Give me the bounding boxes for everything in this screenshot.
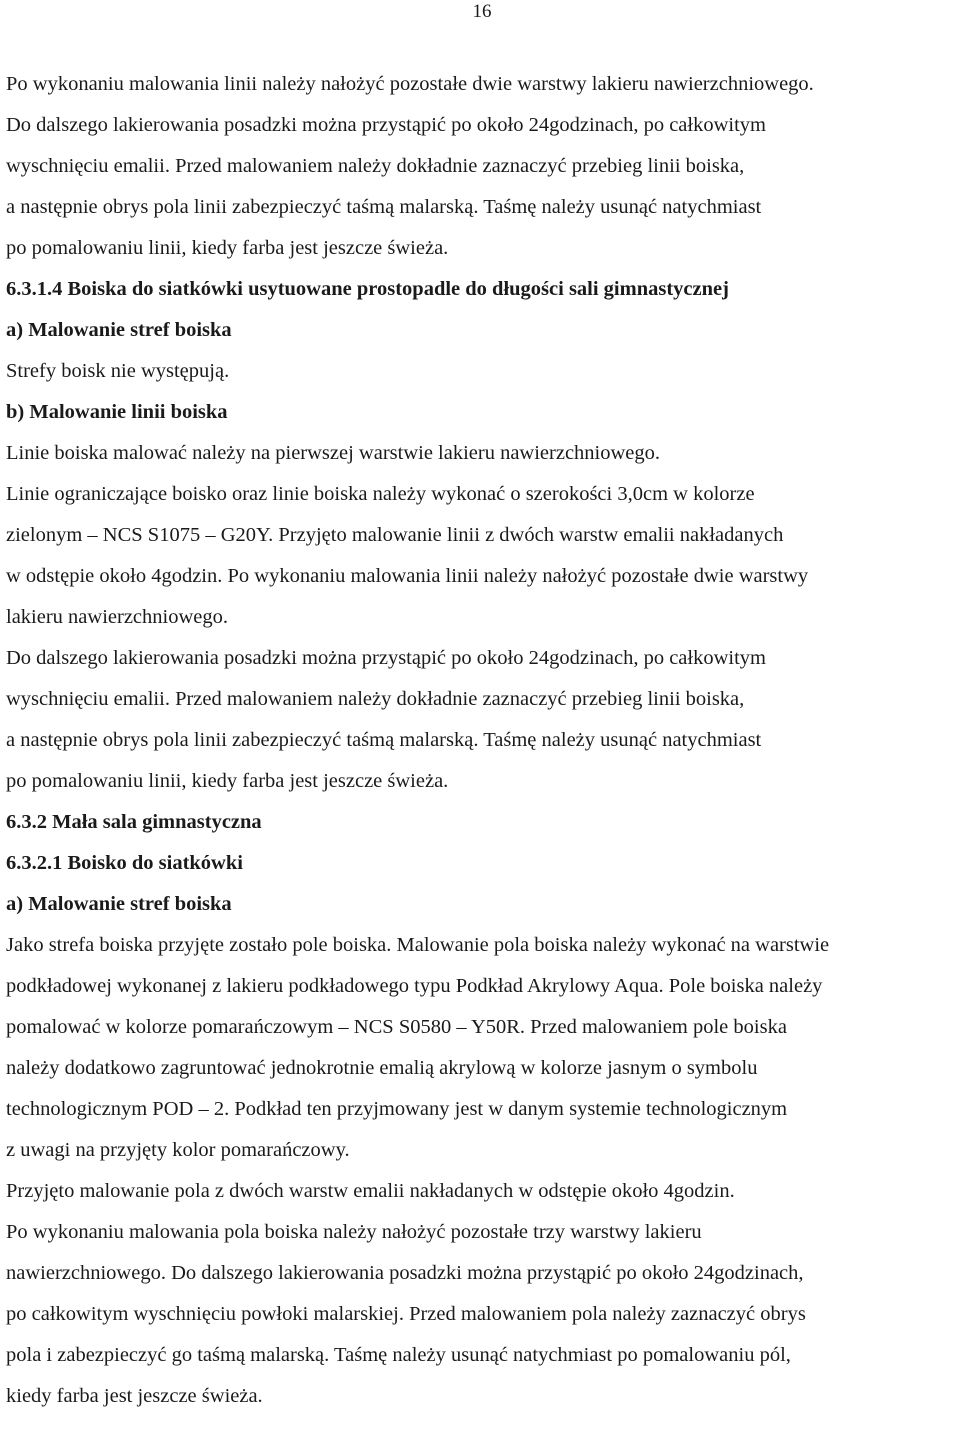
paragraph-line: Po wykonaniu malowania pola boiska należy nałożyć pozostałe trzy warstwy lakieru [6,1221,702,1243]
section-heading-6-3-1-4: 6.3.1.4 Boiska do siatkówki usytuowane prostopadle do długości sali gimnastycznej [6,278,729,300]
subheading-malowanie-stref: a) Malowanie stref boiska [6,319,232,341]
page-number: 16 [472,1,492,22]
paragraph-line: podkładowej wykonanej z lakieru podkładowego typu Podkład Akrylowy Aqua. Pole boiska należy [6,975,823,997]
paragraph-line: pomalować w kolorze pomarańczowym – NCS S0580 – Y50R. Przed malowaniem pole boiska [6,1016,787,1038]
paragraph-line: pola i zabezpieczyć go taśmą malarską. Taśmę należy usunąć natychmiast po pomalowaniu pól, [6,1344,791,1366]
paragraph-line: wyschnięciu emalii. Przed malowaniem należy dokładnie zaznaczyć przebieg linii boiska, [6,155,745,177]
paragraph-line: a następnie obrys pola linii zabezpieczyć taśmą malarską. Taśmę należy usunąć natychmiast [6,196,762,218]
paragraph-line: Po wykonaniu malowania linii należy nałożyć pozostałe dwie warstwy lakieru nawierzchniowego. [6,73,814,95]
section-heading-6-3-2-1: 6.3.2.1 Boisko do siatkówki [6,852,243,874]
paragraph-line: a następnie obrys pola linii zabezpieczyć taśmą malarską. Taśmę należy usunąć natychmiast [6,729,762,751]
paragraph-line: lakieru nawierzchniowego. [6,606,228,628]
paragraph-line: z uwagi na przyjęty kolor pomarańczowy. [6,1139,350,1161]
paragraph-line: po pomalowaniu linii, kiedy farba jest jeszcze świeża. [6,770,449,792]
paragraph-line: po pomalowaniu linii, kiedy farba jest jeszcze świeża. [6,237,449,259]
paragraph-line: Do dalszego lakierowania posadzki można przystąpić po około 24godzinach, po całkowitym [6,647,766,669]
document-body [6,64,956,1417]
paragraph-line: po całkowitym wyschnięciu powłoki malarskiej. Przed malowaniem pola należy zaznaczyć obrys [6,1303,806,1325]
paragraph-line: Do dalszego lakierowania posadzki można przystąpić po około 24godzinach, po całkowitym [6,114,766,136]
paragraph-line: nawierzchniowego. Do dalszego lakierowania posadzki można przystąpić po około 24godzinach, [6,1262,804,1284]
paragraph-line: kiedy farba jest jeszcze świeża. [6,1385,263,1407]
paragraph-line: zielonym – NCS S1075 – G20Y. Przyjęto malowanie linii z dwóch warstw emalii nakładanych [6,524,784,546]
section-heading-6-3-2: 6.3.2 Mała sala gimnastyczna [6,811,262,833]
paragraph-line: wyschnięciu emalii. Przed malowaniem należy dokładnie zaznaczyć przebieg linii boiska, [6,688,745,710]
subheading-malowanie-stref: a) Malowanie stref boiska [6,893,232,915]
paragraph-line: Linie boiska malować należy na pierwszej warstwie lakieru nawierzchniowego. [6,442,661,464]
paragraph-line: Strefy boisk nie występują. [6,360,230,382]
paragraph-line: Jako strefa boiska przyjęte zostało pole boiska. Malowanie pola boiska należy wykonać na warstwie [6,934,830,956]
paragraph-line: w odstępie około 4godzin. Po wykonaniu malowania linii należy nałożyć pozostałe dwie warstwy [6,565,809,587]
paragraph-line: Przyjęto malowanie pola z dwóch warstw emalii nakładanych w odstępie około 4godzin. [6,1180,735,1202]
subheading-malowanie-linii: b) Malowanie linii boiska [6,401,228,423]
paragraph-line: należy dodatkowo zagruntować jednokrotnie emalią akrylową w kolorze jasnym o symbolu [6,1057,758,1079]
paragraph-line: technologicznym POD – 2. Podkład ten przyjmowany jest w danym systemie technologicznym [6,1098,788,1120]
paragraph-line: Linie ograniczające boisko oraz linie boiska należy wykonać o szerokości 3,0cm w kolorze [6,483,755,505]
